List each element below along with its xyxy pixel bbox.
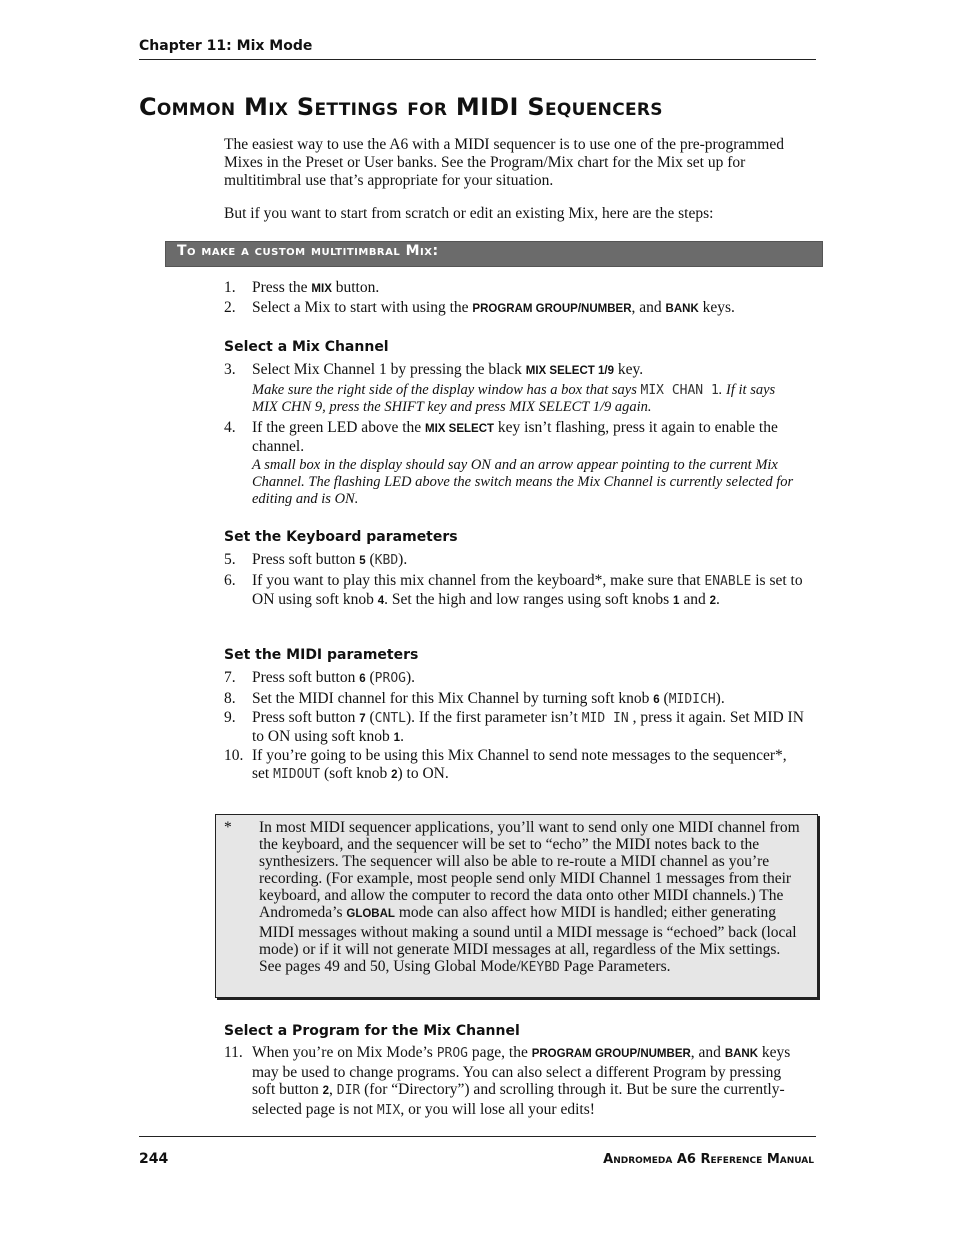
- page-title: Common Mix Settings for MIDI Sequencers: [139, 93, 663, 121]
- lcd-text: PROG: [374, 671, 406, 686]
- step-2: Select a Mix to start with using the PROGRAM GROUP/NUMBER, and BANK keys.: [252, 299, 735, 316]
- lcd-text: MID IN: [581, 711, 629, 726]
- step-number: 4.: [224, 419, 236, 436]
- program-group-key-label: PROGRAM GROUP/NUMBER: [472, 303, 632, 315]
- lcd-text: CNTL: [374, 711, 406, 726]
- lcd-text: ENABLE: [704, 574, 752, 589]
- step-7: Press soft button 6 (PROG).: [252, 669, 416, 686]
- lcd-text: KEYBD: [520, 959, 560, 975]
- global-key-label: GLOBAL: [346, 908, 395, 921]
- step-number: 6.: [224, 572, 236, 589]
- step-4: If the green LED above the MIX SELECT key isn’t flashing, press it again to enable the channel.: [252, 419, 778, 455]
- step-8: Set the MIDI channel for this Mix Channel by turning soft knob 6 (MIDICH).: [252, 690, 725, 707]
- header-rule: [139, 59, 816, 60]
- step-9: Press soft button 7 (CNTL). If the first parameter isn’t MID IN , press it again. Set MID IN to ON using soft knob 1.: [252, 709, 804, 745]
- step-3-note: Make sure the right side of the display window has a box that says MIX CHAN 1. If it says MIX CHN 9, press the SHIFT key and press MIX SELECT 1/9 again.: [252, 382, 776, 415]
- chapter-header: Chapter 11: Mix Mode: [139, 38, 313, 54]
- step-6: If you want to play this mix channel from the keyboard*, make sure that ENABLE is set to ON using soft knob 4. Set the high and low ranges using soft knobs 1 and 2.: [252, 572, 803, 608]
- step-11: When you’re on Mix Mode’s PROG page, the PROGRAM GROUP/NUMBER, and BANK keys may be used to change programs. You can also select a different Program by pressing soft button 2, DIR (for “Directory”) and scrolling through it. But be sure the currently-selected page is not MIX, or you will lose all your edits!: [252, 1044, 791, 1118]
- intro-paragraph-2: But if you want to start from scratch or edit an existing Mix, here are the steps:: [224, 205, 714, 222]
- footer-rule: [139, 1136, 816, 1137]
- section-heading-program: Select a Program for the Mix Channel: [224, 1023, 520, 1039]
- section-heading-mix-channel: Select a Mix Channel: [224, 339, 389, 355]
- step-number: 8.: [224, 690, 236, 707]
- footnote-marker: *: [224, 819, 232, 836]
- section-subhead-text: To make a custom multitimbral Mix:: [177, 243, 439, 259]
- step-number: 1.: [224, 279, 236, 296]
- lcd-text: KBD: [374, 553, 399, 568]
- footnote-text: In most MIDI sequencer applications, you’ll want to send only one MIDI channel from the keyboard, and the sequencer will be set to “echo” the MIDI notes back to the synthesizers. The sequencer will also be able to re-route a MIDI channel as you’re recording. (For example, most people send only MIDI Channel 1 messages from their keyboard, and allow the computer to record the data onto other MIDI channels.) The Andromeda’s GLOBAL mode can also affect how MIDI is handled; either generating MIDI messages without making a sound until a MIDI message is “echoed” back (local mode) or if it will not generate MIDI messages at all, regardless of the Mix settings. See pages 49 and 50, Using Global Mode/KEYBD Page Parameters.: [259, 819, 800, 975]
- step-number: 11.: [224, 1044, 243, 1061]
- bank-key-label: BANK: [665, 303, 699, 315]
- mix-key-label: MIX: [311, 283, 332, 295]
- step-number: 2.: [224, 299, 236, 316]
- lcd-text: MIX: [376, 1102, 401, 1118]
- step-4-note: A small box in the display should say ON and an arrow appear pointing to the current Mix Channel. The flashing LED above the switch means the Mix Channel is currently selected for editing and is ON.: [252, 457, 794, 507]
- step-5: Press soft button 5 (KBD).: [252, 551, 408, 568]
- footnote-box: [215, 814, 818, 998]
- section-heading-keyboard: Set the Keyboard parameters: [224, 529, 458, 545]
- step-number: 5.: [224, 551, 236, 568]
- mix-select-key-label: MIX SELECT: [425, 423, 495, 435]
- step-number: 10.: [224, 747, 244, 764]
- lcd-text: MIDICH: [668, 692, 716, 707]
- step-number: 9.: [224, 709, 236, 726]
- section-subhead-bar: [165, 241, 823, 267]
- mix-select-key-label: MIX SELECT 1/9: [525, 365, 614, 377]
- intro-paragraph-1: The easiest way to use the A6 with a MIDI sequencer is to use one of the pre-programmed Mixes in the Preset or User banks. See the Program/Mix chart for the Mix set up for multitimbral use that’s appropriate for your situation.: [224, 136, 784, 189]
- lcd-text: PROG: [436, 1046, 468, 1061]
- step-10: If you’re going to be using this Mix Channel to send note messages to the sequencer*, set MIDOUT (soft knob 2) to ON.: [252, 747, 787, 782]
- page-number: 244: [139, 1151, 169, 1167]
- section-heading-midi: Set the MIDI parameters: [224, 647, 419, 663]
- step-1: Press the MIX button.: [252, 279, 380, 296]
- step-3: Select Mix Channel 1 by pressing the black MIX SELECT 1/9 key.: [252, 361, 644, 378]
- manual-title: Andromeda A6 Reference Manual: [603, 1152, 814, 1167]
- step-number: 7.: [224, 669, 236, 686]
- lcd-text: DIR: [336, 1083, 361, 1098]
- step-number: 3.: [224, 361, 236, 378]
- lcd-text: MIDOUT: [273, 767, 321, 782]
- lcd-text: MIX CHAN 1: [640, 383, 719, 398]
